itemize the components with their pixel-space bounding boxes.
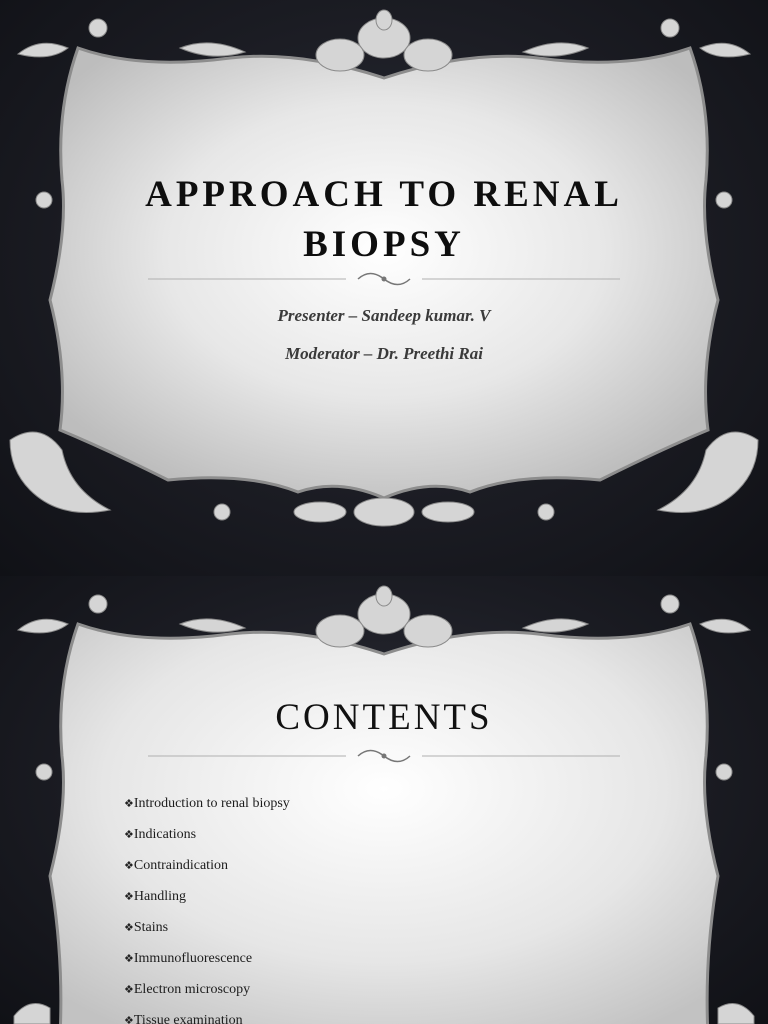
list-item: ❖Stains [124, 920, 169, 935]
diamond-bullet-icon: ❖ [124, 797, 134, 810]
list-item: ❖Handling [124, 889, 186, 904]
moderator-line: Moderator – Dr. Preethi Rai [285, 344, 483, 363]
list-item: ❖Tissue examination [124, 1011, 290, 1024]
contents-slide [0, 576, 768, 1024]
ornamental-frame [0, 576, 768, 1024]
presenter-line: Presenter – Sandeep kumar. V [277, 306, 491, 325]
list-item: ❖Electron microscopy [124, 982, 251, 997]
diamond-bullet-icon: ❖ [124, 859, 134, 872]
slide-title: APPROACH TO RENAL BIOPSY [145, 174, 623, 265]
list-item: ❖Indications [124, 827, 197, 842]
diamond-bullet-icon: ❖ [124, 921, 134, 934]
title-panel [50, 48, 718, 498]
diamond-bullet-icon: ❖ [124, 983, 134, 996]
contents-title: CONTENTS [275, 697, 493, 738]
contents-list [124, 794, 290, 1024]
diamond-bullet-icon: ❖ [124, 890, 134, 903]
list-item: ❖Contraindication [124, 858, 228, 873]
diamond-bullet-icon: ❖ [124, 1014, 134, 1024]
diamond-bullet-icon: ❖ [124, 828, 134, 841]
list-item: ❖Immunofluorescence [124, 951, 253, 966]
diamond-bullet-icon: ❖ [124, 952, 134, 965]
list-item: ❖Introduction to renal biopsy [124, 796, 290, 811]
